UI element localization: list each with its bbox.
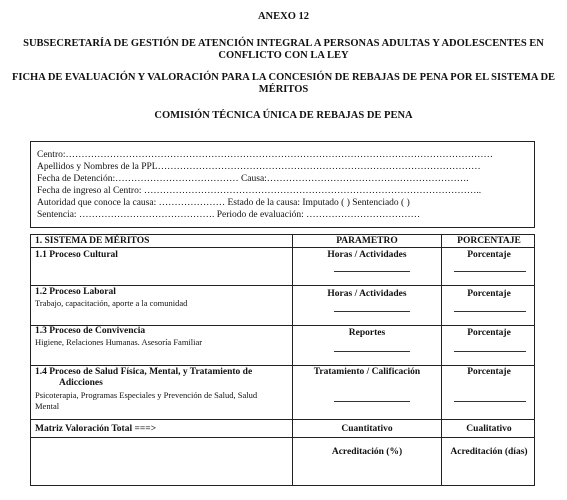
- col-header-parameter: PARAMETRO: [336, 236, 398, 246]
- accreditation-days: Acreditación (días): [450, 447, 528, 457]
- convivencia-param-blank[interactable]: [334, 351, 410, 352]
- sentence-field[interactable]: Sentencia: ……………………………………. Periodo de evaluación: ………………………………: [37, 210, 421, 220]
- cultural-pct-blank[interactable]: [454, 271, 526, 272]
- salud-description-cont: Mental: [35, 401, 60, 411]
- cultural-title: 1.1 Proceso Cultural: [35, 250, 118, 260]
- identification-box: [30, 141, 535, 228]
- convivencia-title: 1.3 Proceso de Convivencia: [35, 326, 146, 336]
- laboral-param-label: Horas / Actividades: [327, 289, 407, 299]
- comision-title: COMISIÓN TÉCNICA ÚNICA DE REBAJAS DE PENA: [154, 110, 413, 121]
- accreditation-percent: Acreditación (%): [331, 447, 403, 457]
- ficha-title: FICHA DE EVALUACIÓN Y VALORACIÓN PARA LA CONCESIÓN DE REBAJAS DE PENA POR EL SISTEMA DE MÉRITOS: [11, 72, 556, 95]
- col-header-merits: 1. SISTEMA DE MÉRITOS: [35, 236, 150, 246]
- centro-field[interactable]: Centro:………………………………………………………………………………………………………………………: [37, 150, 493, 160]
- row-divider: [31, 419, 534, 420]
- authority-field[interactable]: Autoridad que conoce la causa: ………………… Estado de la causa: Imputado ( ) Sentenciado ( ): [37, 198, 410, 208]
- total-quantitative: Cuantitativo: [341, 424, 393, 434]
- salud-pct-label: Porcentaje: [467, 367, 511, 377]
- laboral-description: Trabajo, capacitación, aporte a la comunidad: [35, 298, 188, 308]
- salud-param-blank[interactable]: [334, 401, 410, 402]
- convivencia-param-label: Reportes: [348, 328, 386, 338]
- laboral-pct-label: Porcentaje: [467, 289, 511, 299]
- laboral-title: 1.2 Proceso Laboral: [35, 287, 116, 297]
- salud-description: Psicoterapia, Programas Especiales y Prevención de Salud, Salud: [35, 390, 258, 400]
- cultural-param-blank[interactable]: [334, 271, 410, 272]
- admission-date-field[interactable]: Fecha de ingreso al Centro: ……………………………………………………………………………………………..: [37, 186, 482, 196]
- salud-param-label: Tratamiento / Calificación: [313, 367, 421, 377]
- annex-title: ANEXO 12: [257, 11, 310, 22]
- ppl-name-field[interactable]: Apellidos y Nombres de la PPL…………………………………………………………………………………………: [37, 162, 481, 172]
- row-divider: [31, 247, 534, 248]
- col-header-percentage: PORCENTAJE: [457, 236, 521, 246]
- salud-title: 1.4 Proceso de Salud Física, Mental, y Tratamiento de: [35, 367, 253, 377]
- row-divider: [31, 285, 534, 286]
- cultural-param-label: Horas / Actividades: [327, 250, 407, 260]
- row-divider: [31, 365, 534, 366]
- detention-date-field[interactable]: Fecha de Detención:………………………………… Causa:……………………………………………………….: [37, 174, 469, 184]
- convivencia-pct-label: Porcentaje: [467, 328, 511, 338]
- convivencia-pct-blank[interactable]: [454, 351, 526, 352]
- laboral-param-blank[interactable]: [334, 311, 410, 312]
- salud-pct-blank[interactable]: [454, 401, 526, 402]
- merit-table: [30, 234, 535, 486]
- subsecretaria-title: SUBSECRETARÍA DE GESTIÓN DE ATENCIÓN INTEGRAL A PERSONAS ADULTAS Y ADOLESCENTES EN CONFLICTO CON LA LEY: [23, 38, 544, 61]
- laboral-pct-blank[interactable]: [454, 311, 526, 312]
- convivencia-description: Higiene, Relaciones Humanas. Asesoría Familiar: [35, 337, 203, 347]
- cultural-pct-label: Porcentaje: [467, 250, 511, 260]
- salud-title-cont: Adicciones: [59, 378, 103, 388]
- row-divider: [31, 437, 534, 438]
- total-qualitative: Cualitativo: [466, 424, 512, 434]
- total-label: Matriz Valoración Total ===>: [35, 424, 157, 434]
